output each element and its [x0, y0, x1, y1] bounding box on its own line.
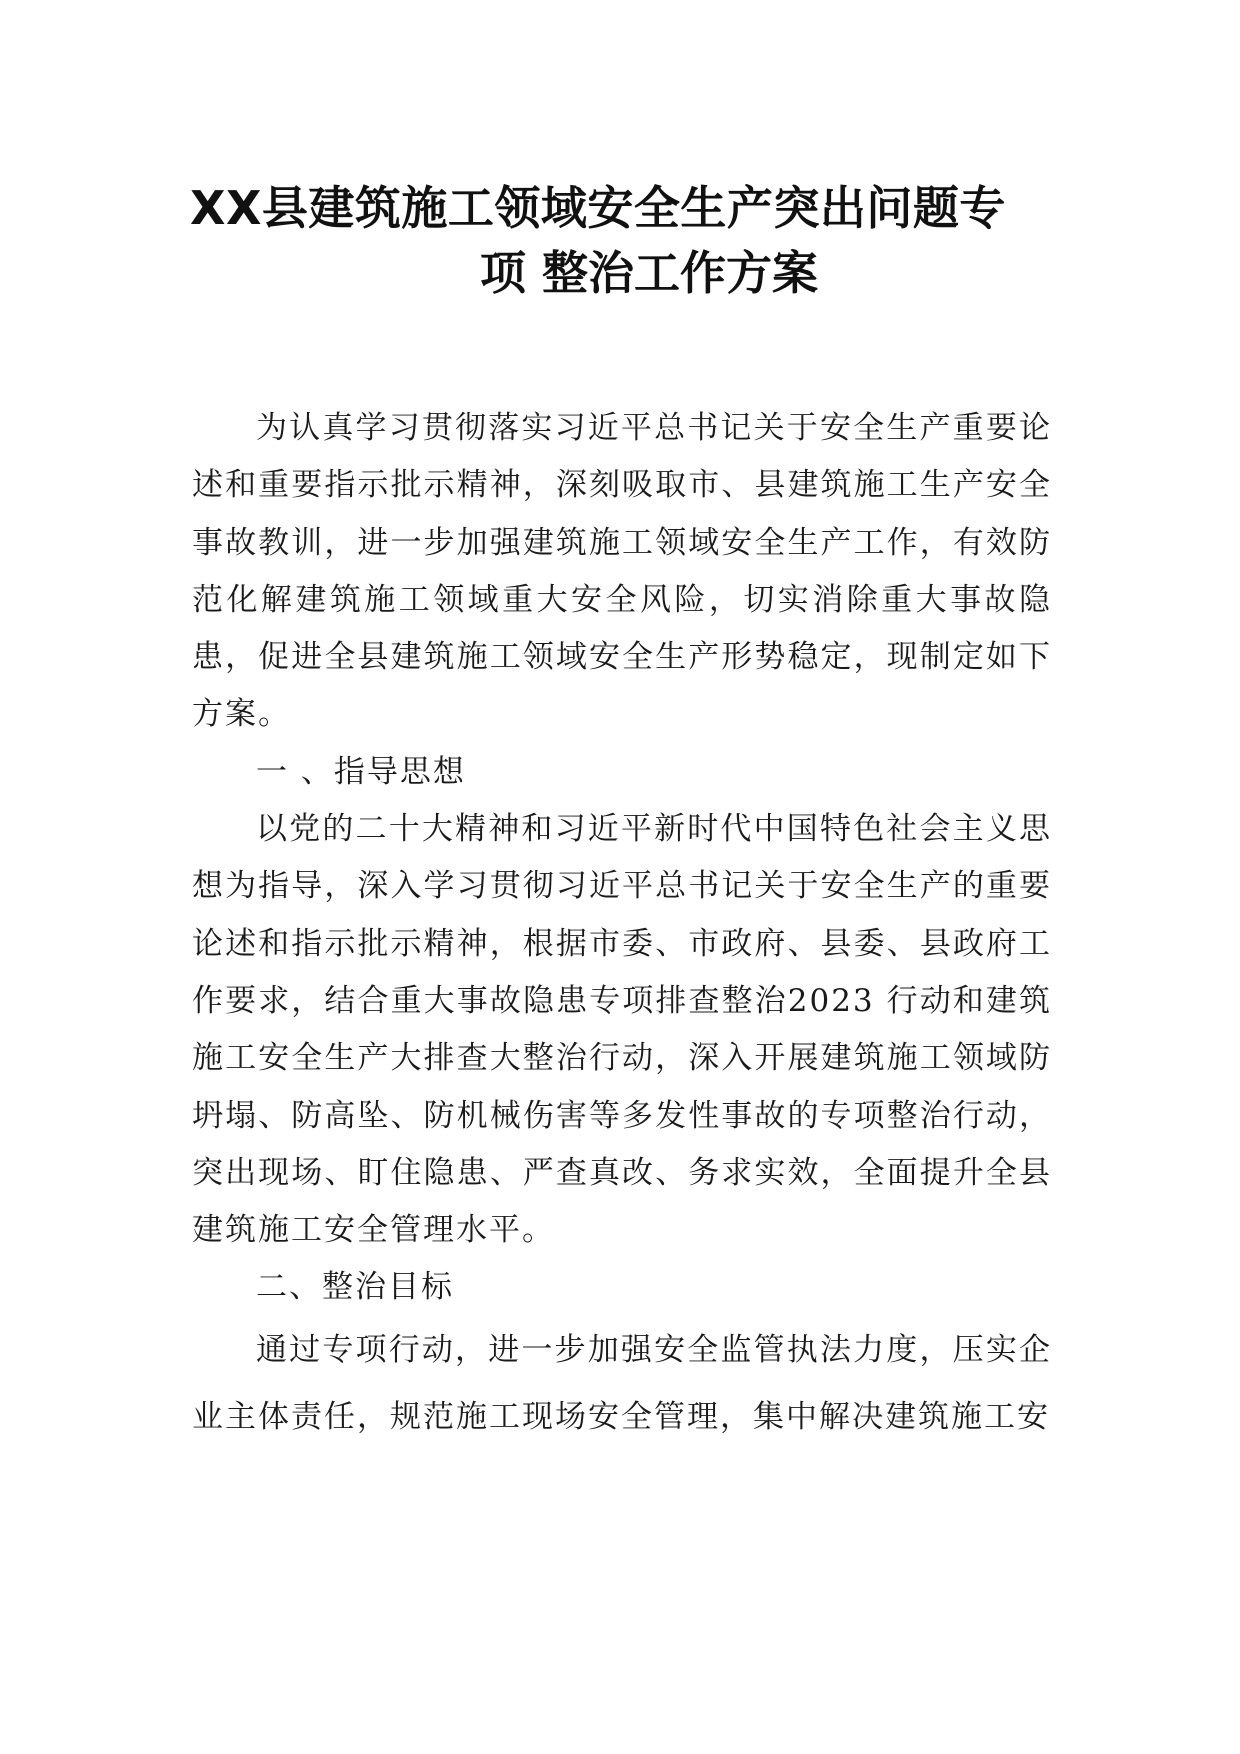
- goals-paragraph: 通过专项行动，进一步加强安全监管执法力度，压实企业主体责任，规范施工现场安全管理，集中解决建筑施工安: [192, 1331, 1052, 1435]
- document-title-line-2: 项 整治工作方案: [480, 246, 819, 300]
- intro-paragraph: 为认真学习贯彻落实习近平总书记关于安全生产重要论述和重要指示批示精神，深刻吸取市、县建筑施工生产安全事故教训，进一步加强建筑施工领域安全生产工作，有效防范化解建筑施工领域重大安全风险，切实消除重大事故隐患，促进全县建筑施工领域安全生产形势稳定，现制定如下方案。: [192, 410, 1052, 733]
- section-heading-guiding-ideology: 一 、指导思想: [256, 753, 466, 790]
- guiding-ideology-paragraph: 以党的二十大精神和习近平新时代中国特色社会主义思想为指导，深入学习贯彻习近平总书记关于安全生产的重要论述和指示批示精神，根据市委、市政府、县委、县政府工作要求，结合重大事故隐患专项排查整治2023 行动和建筑施工安全生产大排查大整治行动，深入开展建筑施工领域防坍塌、防高坠、防机械伤害等多发性事故的专项整治行动，突出现场、盯住隐患、严查真改、务求实效，全面提升全县建筑施工安全管理水平。: [192, 811, 1052, 1249]
- document-body: [192, 400, 1052, 1451]
- document-title-line-1: XX县建筑施工领域安全生产突出问题专: [190, 181, 1006, 235]
- section-heading-goals: 二、整治目标: [256, 1269, 454, 1306]
